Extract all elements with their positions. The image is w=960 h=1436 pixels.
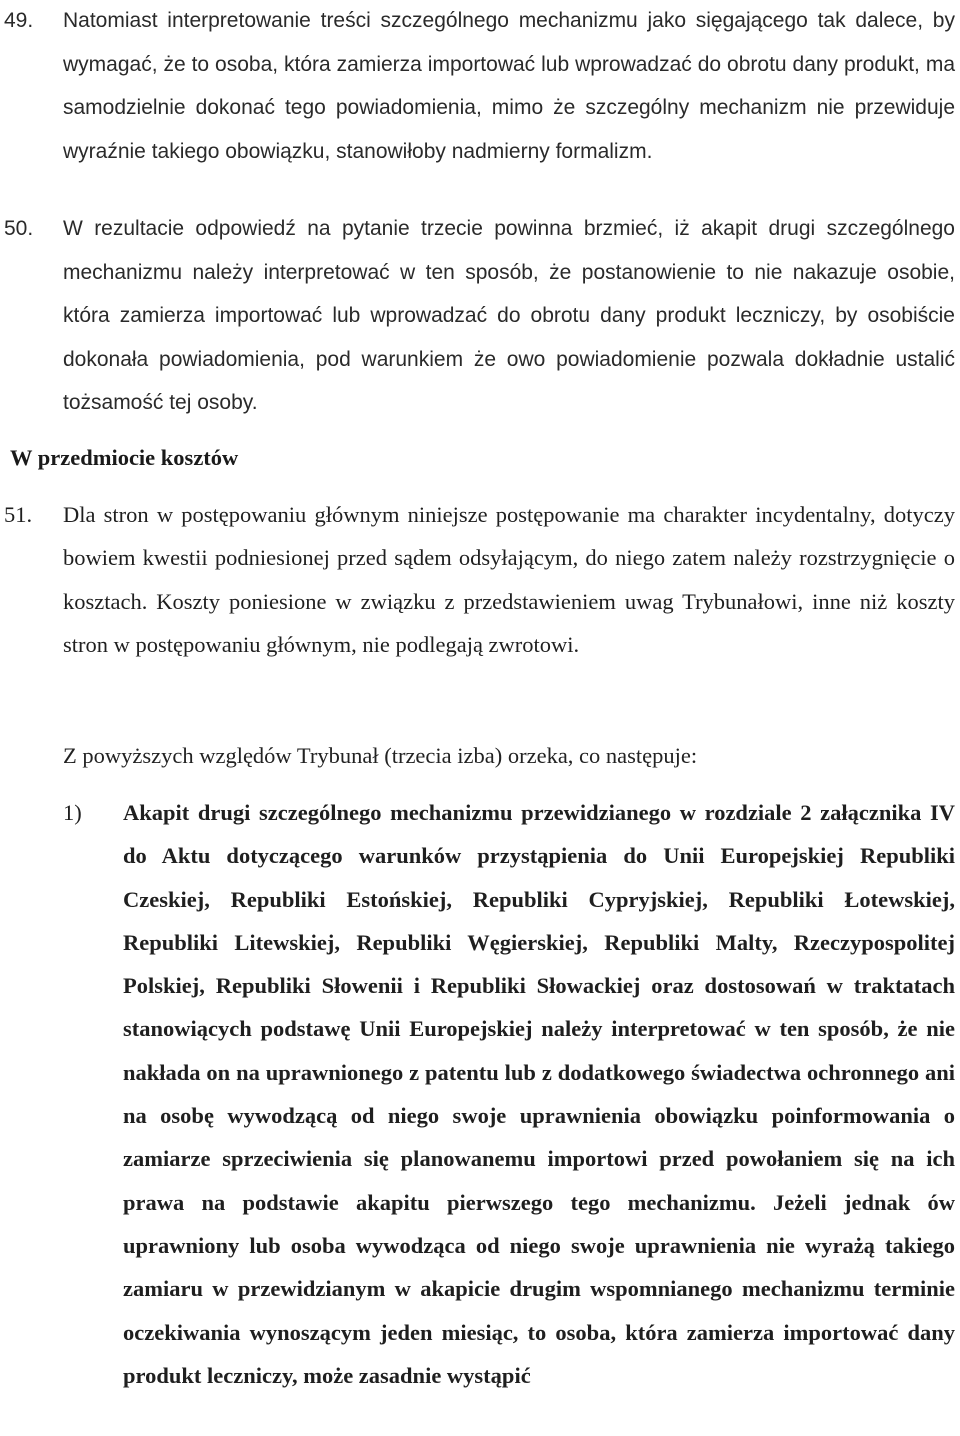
section-heading-costs: W przedmiocie kosztów	[10, 445, 239, 470]
paragraph-number: 49.	[4, 9, 34, 32]
paragraph-49	[0, 0, 955, 173]
ruling-item-number: 1)	[63, 800, 82, 825]
ruling-item-text: Akapit drugi szczególnego mechanizmu przewidzianego w rozdziale 2 załącznika IV do Aktu dotyczącego warunków przystąpienia do Unii Europejskiej Republiki Czeskiej, Republiki Estońskiej, Republiki Cypryjskiej, Republiki Łotewskiej, Republiki Litewskiej, Republiki Węgierskiej, Republiki Malty, Rzeczypospolitej Polskiej, Republiki Słowenii i Republiki Słowackiej oraz dostosowań w traktatach stanowiących podstawę Unii Europejskiej należy interpretować w ten sposób, że nie nakłada on na uprawnionego z patentu lub z dodatkowego świadectwa ochronnego ani na osobę wywodzącą od niego swoje uprawnienia obowiązku poinformowania o zamiarze sprzeciwienia się planowanemu importowi przed powołaniem się na ich prawa na podstawie akapitu pierwszego tego mechanizmu. Jeżeli jednak ów uprawniony lub osoba wywodząca od niego swoje uprawnienia nie wyrażą takiego zamiaru w przewidzianym w akapicie drugim wspomnianego mechanizmu terminie oczekiwania wynoszącym jeden miesiąc, to osoba, która zamierza importować dany produkt leczniczy, może zasadnie wystąpić	[123, 800, 955, 1388]
paragraph-50	[0, 207, 955, 425]
paragraph-text: W rezultacie odpowiedź na pytanie trzecie powinna brzmieć, iż akapit drugi szczególnego mechanizmu należy interpretować w ten sposób, że postanowienie to nie nakazuje osobie, która zamierza importować lub wprowadzać do obrotu dany produkt leczniczy, by osobiście dokonała powiadomienia, pod warunkiem że owo powiadomienie pozwala dokładnie ustalić tożsamość tej osoby.	[63, 217, 955, 414]
paragraph-51	[0, 493, 955, 666]
paragraph-text: Dla stron w postępowaniu głównym niniejsze postępowanie ma charakter incydentalny, dotyczy bowiem kwestii podniesionej przed sądem odsyłającym, do niego zatem należy rozstrzygnięcie o kosztach. Koszty poniesione w związku z przedstawieniem uwag Trybunałowi, inne niż koszty stron w postępowaniu głównym, nie podlegają zwrotowi.	[63, 502, 955, 657]
paragraph-text: Natomiast interpretowanie treści szczególnego mechanizmu jako sięgającego tak dalece, by wymagać, że to osoba, która zamierza importować lub wprowadzać do obrotu dany produkt, ma samodzielnie dokonać tego powiadomienia, mimo że szczególny mechanizm nie przewiduje wyraźnie takiego obowiązku, stanowiłoby nadmierny formalizm.	[63, 9, 955, 163]
paragraph-number: 51.	[4, 502, 33, 527]
ruling-intro: Z powyższych względów Trybunał (trzecia izba) orzeka, co następuje:	[63, 743, 698, 768]
paragraph-number: 50.	[4, 217, 34, 240]
ruling-item-1	[0, 791, 955, 1397]
